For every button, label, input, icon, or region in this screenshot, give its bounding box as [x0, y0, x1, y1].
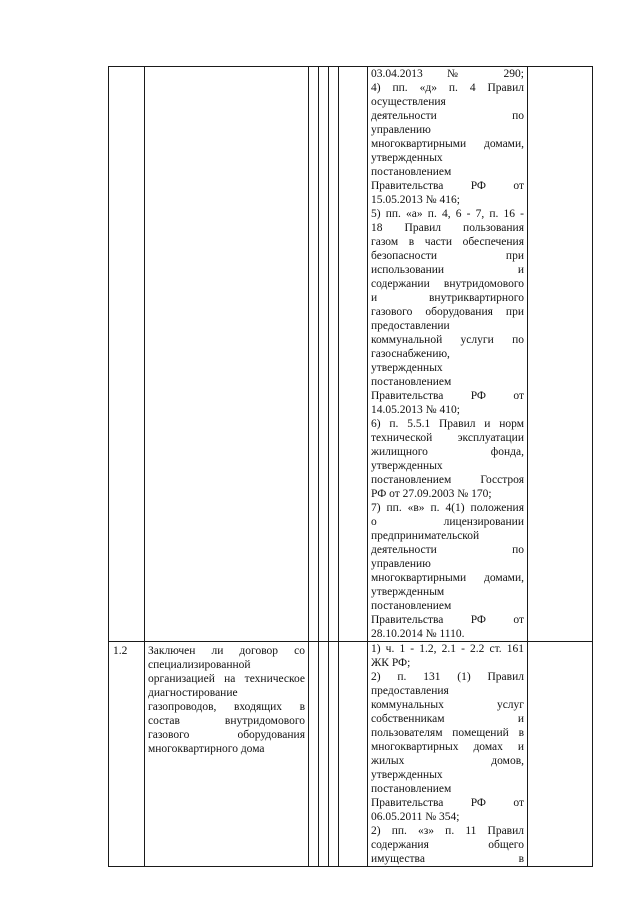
answer-extra-cell — [339, 642, 368, 867]
legal-refs-cell — [368, 67, 528, 642]
legal-ref-line: постановлением — [371, 166, 452, 178]
legal-ref-line: газом в части обеспечения — [371, 236, 524, 248]
table-row — [109, 642, 593, 867]
legal-ref-line: Правительства РФ от — [371, 390, 524, 402]
legal-ref-line: постановлением — [371, 376, 452, 388]
legal-ref-line: жилых домов, — [371, 755, 524, 767]
legal-ref-line: утвержденных — [371, 362, 443, 374]
question-cell: Заключен ли договор со специализированной организацией на техническое диагностирование газопроводов, входящих в состав внутридомового газового оборудования многоквартирного дома — [145, 642, 309, 867]
legal-ref-line: жилищного фонда, — [371, 446, 524, 458]
answer-na-cell — [329, 642, 339, 867]
legal-ref-line: 15.05.2013 № 416; — [371, 194, 460, 206]
question-cell — [145, 67, 309, 642]
legal-ref-line: 2) пп. «з» п. 11 Правил — [371, 825, 524, 837]
legal-ref-line: 4) пп. «д» п. 4 Правил — [371, 82, 524, 94]
legal-ref-line: 18 Правил пользования — [371, 222, 524, 234]
legal-ref-line: предоставлении — [371, 320, 450, 332]
legal-ref-line: утвержденным — [371, 586, 445, 598]
row-number-cell — [109, 67, 145, 642]
legal-ref-line: 06.05.2011 № 354; — [371, 811, 460, 823]
answer-yes-cell — [309, 642, 319, 867]
legal-ref-line: 5) пп. «а» п. 4, 6 - 7, п. 16 - — [371, 208, 524, 220]
legal-ref-line: 2) п. 131 (1) Правил — [371, 671, 524, 683]
legal-ref-line: РФ от 27.09.2003 № 170; — [371, 488, 492, 500]
legal-ref-line: имущества в — [371, 853, 524, 865]
legal-ref-line: осуществления — [371, 96, 446, 108]
legal-ref-line: Правительства РФ от — [371, 797, 524, 809]
legal-ref-line: многоквартирными домами, — [371, 138, 524, 150]
legal-ref-line: утвержденных — [371, 460, 443, 472]
answer-no-cell — [319, 67, 329, 642]
legal-ref-line: постановлением — [371, 783, 452, 795]
legal-ref-line: содержании внутридомового — [371, 278, 524, 290]
legal-ref-line: содержания общего — [371, 839, 524, 851]
legal-ref-line: управлению — [371, 124, 431, 136]
legal-ref-line: предоставления — [371, 685, 449, 697]
legal-ref-line: ЖК РФ; — [371, 657, 411, 669]
legal-ref-line: утвержденных — [371, 769, 443, 781]
legal-ref-line: использовании и — [371, 264, 524, 276]
legal-ref-line: 14.05.2013 № 410; — [371, 404, 460, 416]
legal-ref-line: 6) п. 5.5.1 Правил и норм — [371, 418, 524, 430]
answer-no-cell — [319, 642, 329, 867]
legal-ref-line: постановлением — [371, 600, 452, 612]
legal-ref-line: многоквартирными домами, — [371, 572, 524, 584]
legal-ref-line: пользователям помещений в — [371, 727, 524, 739]
legal-ref-line: безопасности при — [371, 250, 524, 262]
legal-ref-line: постановлением Госстроя — [371, 474, 524, 486]
legal-ref-line: газоснабжению, — [371, 348, 450, 360]
table-row — [109, 67, 593, 642]
legal-ref-line: деятельности по — [371, 110, 524, 122]
notes-cell — [528, 67, 593, 642]
legal-ref-line: предпринимательской — [371, 530, 480, 542]
legal-ref-line: 28.10.2014 № 1110. — [371, 628, 465, 640]
legal-ref-line: коммунальных услуг — [371, 699, 524, 711]
legal-ref-line: газового оборудования при — [371, 306, 524, 318]
legal-ref-line: коммунальной услуги по — [371, 334, 524, 346]
answer-yes-cell — [309, 67, 319, 642]
answer-extra-cell — [339, 67, 368, 642]
notes-cell — [528, 642, 593, 867]
legal-ref-line: управлению — [371, 558, 431, 570]
legal-ref-line: Правительства РФ от — [371, 614, 524, 626]
legal-ref-line: собственникам и — [371, 713, 524, 725]
legal-ref-line: деятельности по — [371, 544, 524, 556]
legal-ref-line: 7) пп. «в» п. 4(1) положения — [371, 502, 524, 514]
legal-ref-line: о лицензировании — [371, 516, 524, 528]
legal-ref-line: многоквартирных домах и — [371, 741, 524, 753]
legal-refs-cell — [368, 642, 528, 867]
answer-na-cell — [329, 67, 339, 642]
legal-ref-line: Правительства РФ от — [371, 180, 524, 192]
legal-ref-line: технической эксплуатации — [371, 432, 524, 444]
legal-ref-line: и внутриквартирного — [371, 292, 524, 304]
checklist-table — [108, 66, 593, 867]
legal-ref-line: 1) ч. 1 - 1.2, 2.1 - 2.2 ст. 161 — [371, 643, 524, 655]
legal-ref-line: утвержденных — [371, 152, 443, 164]
legal-ref-line: 03.04.2013 № 290; — [371, 68, 524, 80]
row-number-cell: 1.2 — [109, 642, 145, 867]
